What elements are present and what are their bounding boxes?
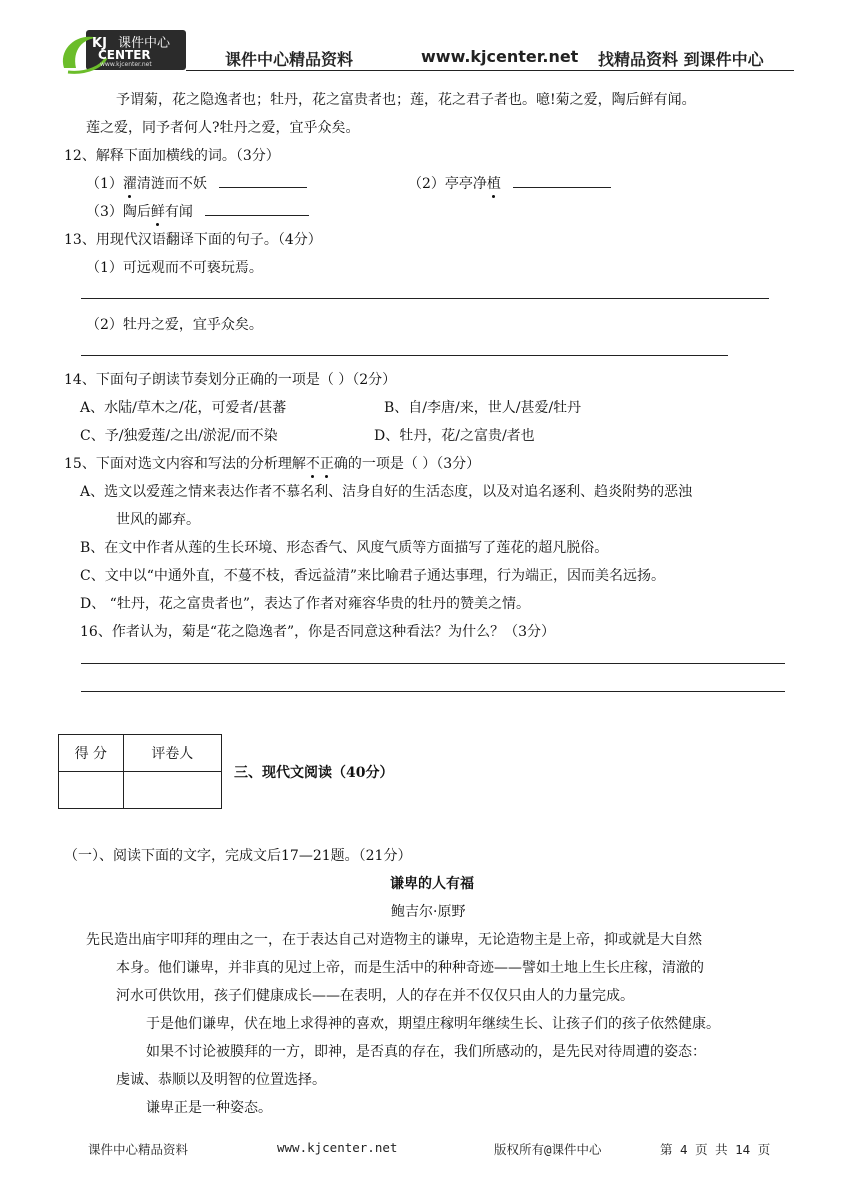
grader-cell[interactable] (123, 772, 221, 809)
footer-left: 课件中心精品资料 (88, 1142, 189, 1157)
q12-answer-1[interactable] (219, 173, 307, 188)
q14-option-a[interactable]: A、水陆/草木之/花，可爱者/甚蕃 (80, 400, 287, 416)
q14-option-c[interactable]: C、予/独爱莲/之出/淤泥/而不染 (80, 428, 278, 444)
q13-sentence-2: （2）牡丹之爱，宜乎众矣。 (86, 317, 263, 333)
section-3-title: 三、现代文阅读（40分） (234, 765, 394, 781)
q15-option-d[interactable]: D、 “牡丹，花之富贵者也”，表达了作者对雍容华贵的牡丹的赞美之情。 (80, 596, 530, 612)
q13-stem: 13、用现代汉语翻译下面的句子。（4分） (64, 232, 322, 248)
q15-option-a-line-2[interactable]: 世风的鄙弃。 (116, 512, 200, 528)
q12-item-1-rest: 清涟而不妖 (136, 176, 207, 192)
reading-line-7: 谦卑正是一种姿态。 (146, 1100, 272, 1116)
logo-kj: KJ (92, 36, 107, 51)
q13-answer-line-1[interactable] (81, 298, 769, 299)
q12-item-1-word: 濯 (123, 173, 137, 193)
passage-line-1: 予谓菊，花之隐逸者也；牡丹，花之富贵者也；莲，花之君子者也。噫!菊之爱，陶后鲜有闻。 (116, 92, 696, 108)
q16-answer-line-1[interactable] (81, 663, 785, 664)
q16-answer-line-2[interactable] (81, 691, 785, 692)
q12-item-3-word: 鲜 (151, 201, 165, 221)
q12-item-3-text: （3）陶后 (86, 204, 151, 220)
q14-option-d[interactable]: D、牡丹，花/之富贵/者也 (374, 428, 535, 444)
reading-line-4: 于是他们谦卑，伏在地上求得神的喜欢，期望庄稼明年继续生长、让孩子们的孩子依然健康。 (146, 1016, 720, 1032)
q15-option-b[interactable]: B、在文中作者从莲的生长环境、形态香气、风度气质等方面描写了莲花的超凡脱俗。 (80, 540, 609, 556)
footer-url[interactable]: www.kjcenter.net (277, 1140, 398, 1155)
reading-author: 鲍吉尔·原野 (391, 904, 466, 920)
header-title-right: 找精品资料 到课件中心 (598, 50, 764, 69)
q15-emphasis-2: 正 (320, 453, 334, 473)
reading-line-1: 先民造出庙宇叩拜的理由之一，在于表达自己对造物主的谦卑，无论造物主是上帝，抑或就是大自然 (86, 932, 702, 948)
logo-url: www.kjcenter.net (100, 61, 152, 68)
q12-item-1-num: （1） (86, 176, 123, 192)
footer-page-number: 第 4 页 共 14 页 (660, 1142, 771, 1157)
header-title-mid: www.kjcenter.net (421, 47, 579, 66)
q12-item-2-text: （2）亭亭净 (408, 176, 487, 192)
reading-line-2: 本身。他们谦卑，并非真的见过上帝，而是生活中的种种奇迹——譬如土地上生长庄稼，清澈的 (116, 960, 704, 976)
logo-center: CENTER (98, 48, 151, 62)
footer-rights: 版权所有@课件中心 (494, 1142, 602, 1157)
header-logo (58, 28, 188, 74)
grader-header: 评卷人 (123, 735, 221, 772)
q12-item-3 (86, 201, 309, 221)
q15-stem-end: 的一项是（ ）（3分） (347, 456, 481, 472)
q15-emphasis-3: 确 (333, 456, 348, 472)
passage-line-2: 莲之爱，同予者何人?牡丹之爱，宜乎众矣。 (86, 120, 360, 136)
q13-answer-line-2[interactable] (81, 355, 728, 356)
q12-item-1 (86, 173, 307, 193)
q12-answer-3[interactable] (205, 201, 309, 216)
reading-title: 谦卑的人有福 (390, 876, 474, 892)
q12-answer-2[interactable] (513, 173, 611, 188)
score-table (58, 734, 222, 809)
logo-chinese: 课件中心 (118, 36, 171, 51)
q15-option-a-line-1[interactable]: A、选文以爱莲之情来表达作者不慕名利、洁身自好的生活态度，以及对追名逐利、趋炎附势的恶浊 (80, 484, 693, 500)
reading-line-5: 如果不讨论被膜拜的一方，即神，是否真的存在，我们所感动的，是先民对待周遭的姿态： (146, 1044, 706, 1060)
q13-sentence-1: （1）可远观而不可亵玩焉。 (86, 260, 263, 276)
q12-item-2 (408, 173, 611, 193)
q15-option-c[interactable]: C、文中以“中通外直，不蔓不枝，香远益清”来比喻君子通达事理，行为端正，因而美名远扬。 (80, 568, 666, 584)
q14-option-b[interactable]: B、自/李唐/来，世人/甚爱/牡丹 (384, 400, 582, 416)
header-rule (186, 70, 794, 71)
q12-stem: 12、解释下面加横线的词。（3分） (64, 148, 280, 164)
q15-emphasis-1: 不 (306, 453, 320, 473)
score-cell[interactable] (59, 772, 124, 809)
reading-line-6: 虔诚、恭顺以及明智的位置选择。 (116, 1072, 326, 1088)
reading-line-3: 河水可供饮用，孩子们健康成长——在表明，人的存在并不仅仅只由人的力量完成。 (116, 988, 634, 1004)
q14-stem: 14、下面句子朗读节奏划分正确的一项是（ ）（2分） (64, 372, 397, 388)
q12-item-3-rest: 有闻 (164, 204, 193, 220)
reading-intro: （一）、阅读下面的文字，完成文后17—21题。（21分） (64, 848, 412, 864)
header-title-left: 课件中心精品资料 (225, 50, 354, 69)
score-header: 得 分 (59, 735, 124, 772)
q15-stem (64, 453, 480, 473)
q16-stem: 16、作者认为，菊是“花之隐逸者”，你是否同意这种看法？为什么？（3分） (80, 624, 556, 640)
q15-stem-text: 15、下面对选文内容和写法的分析理解 (64, 456, 306, 472)
q12-item-2-word: 植 (487, 173, 501, 193)
